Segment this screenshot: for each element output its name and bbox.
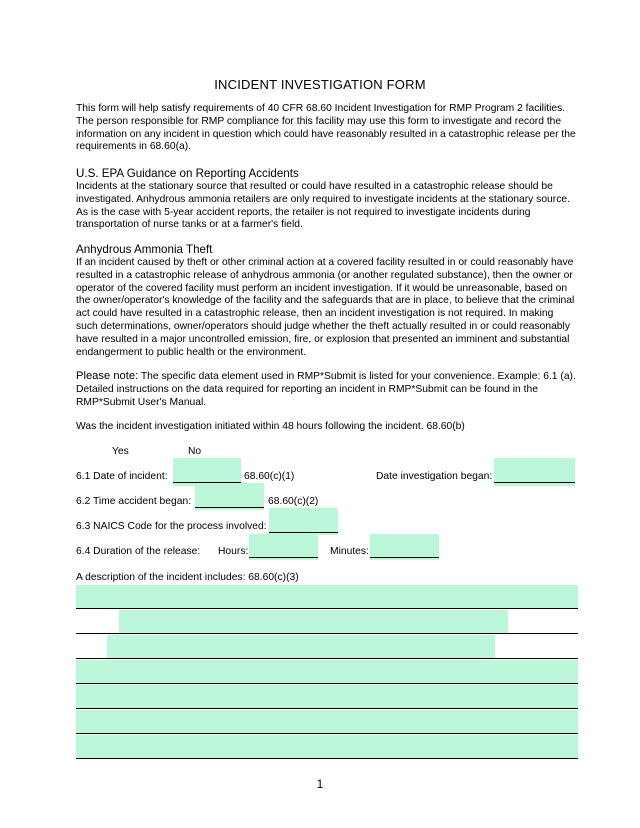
description-line-3 <box>76 658 578 659</box>
duration-hours-label: Hours: <box>218 546 249 557</box>
description-field-1[interactable] <box>76 585 578 608</box>
time-accident-began-field[interactable] <box>195 483 264 510</box>
time-accident-began-label: 6.2 Time accident began: <box>76 496 192 507</box>
guidance-paragraph: Incidents at the stationary source that resulted or could have resulted in a catastrophic release should be investigated. Anhydrous ammonia retailers are only required to investigate incidents at the stationary source. As is the case with 5-year accident reports, the retailer is not required to investigate incidents during transportation of nurse tanks or at a farmer's field. <box>76 181 570 231</box>
naics-code-label: 6.3 NAICS Code for the process involved: <box>76 521 267 532</box>
intro-paragraph: This form will help satisfy requirements of 40 CFR 68.60 Incident Investigation for RMP Program 2 facilities. The person responsible for RMP compliance for this facility may use this form to investigate and record the information on any incident in question which could have reasonably resulted in a catastrophic release per the requirements in 68.60(a). <box>76 103 576 153</box>
note-label: Please note: <box>76 370 139 382</box>
description-field-2[interactable] <box>119 610 508 633</box>
naics-code-underline <box>269 532 338 533</box>
description-field-3[interactable] <box>107 635 495 658</box>
description-field-7[interactable] <box>76 735 578 758</box>
description-field-5[interactable] <box>76 685 578 708</box>
duration-minutes-label: Minutes: <box>330 546 369 557</box>
description-field-4[interactable] <box>76 660 578 683</box>
description-line-7 <box>76 758 578 759</box>
description-label: A description of the incident includes: 68.60(c)(3) <box>76 572 299 583</box>
page-title: INCIDENT INVESTIGATION FORM <box>214 77 426 92</box>
description-line-2 <box>76 633 578 634</box>
description-line-5 <box>76 708 578 709</box>
no-option[interactable]: No <box>188 446 202 457</box>
question-48-hours: Was the incident investigation initiated within 48 hours following the incident. 68.60(b) <box>76 421 465 432</box>
description-line-1 <box>76 608 578 609</box>
theft-paragraph: If an incident caused by theft or other criminal action at a covered facility resulted in or could reasonably have resulted in a catastrophic release of anhydrous ammonia (or another regulated substance), then the owner or operator of the covered facility must perform an incident investigation. If it would be unreasonable, based on the owner/operator's knowledge of the facility and the safeguards that are in place, to believe that the criminal act could have resulted in a catastrophic release, then an incident investigation is not required. In making such determinations, owner/operators should judge whether the theft actually resulted in or could reasonably have resulted in a major uncontrolled emission, fire, or explosion that presented an imminent and substantial endangerment to public health or the environment. <box>76 257 575 358</box>
note-body: The specific data element used in RMP*Submit is listed for your convenience. Example: 6.1 (a). Detailed instructions on the data required for reporting an incident in RMP*Submit can be found in the RMP*Submit User's Manual. <box>76 371 576 408</box>
theft-heading: Anhydrous Ammonia Theft <box>76 243 213 256</box>
yes-option[interactable]: Yes <box>112 446 129 457</box>
date-of-incident-label: 6.1 Date of incident: <box>76 471 168 482</box>
description-field-6[interactable] <box>76 710 578 733</box>
investigation-began-underline <box>494 482 575 483</box>
time-accident-began-ref: 68.60(c)(2) <box>268 496 319 507</box>
page-number: 1 <box>316 777 324 791</box>
guidance-heading: U.S. EPA Guidance on Reporting Accidents <box>76 167 299 180</box>
investigation-began-label: Date investigation began: <box>376 471 493 482</box>
description-line-4 <box>76 683 578 684</box>
duration-hours-underline <box>249 557 318 558</box>
date-of-incident-ref: 68.60(c)(1) <box>244 471 295 482</box>
duration-label: 6.4 Duration of the release: <box>76 546 201 557</box>
duration-minutes-underline <box>370 557 439 558</box>
note-paragraph <box>76 370 576 409</box>
naics-code-field[interactable] <box>269 508 338 535</box>
description-line-6 <box>76 733 578 734</box>
time-accident-began-underline <box>195 507 264 508</box>
